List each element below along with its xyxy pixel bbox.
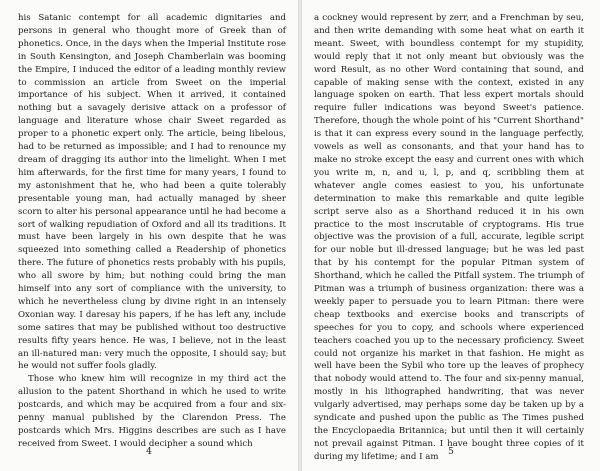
right-page-text (314, 12, 584, 464)
right-paragraph-1: a cockney would represent by zerr, and a Frenchman by seu, and then write demanding with some heat what on earth it meant. Sweet, with boundless contempt for my stupidity, would reply that it not only meant but obviously was the word Result, as no other Word containing that sound, and capable of making sense with the context, existed in any language spoken on earth. That less expert mortals should require fuller indications was beyond Sweet's patience. Therefore, though the whole point of his "Current Shorthand" is that it can express every sound in the language perfectly, vowels as well as consonants, and that your hand has to make no stroke except the easy and current ones with which you write m, n, and u, l, p, and q, scribbling them at whatever angle comes easiest to you, his unfortunate determination to make this remarkable and quite legible script serve also as a Shorthand reduced it in his own practice to the most inscrutable of cryptograms. His true objective was the provision of a full, accurate, legible script for our noble but ill-dressed language; but he was led past that by his contempt for the popular Pitman system of Shorthand, which he called the Pitfall system. The triumph of Pitman was a triumph of business organization: there was a weekly paper to persuade you to learn Pitman: there were cheap textbooks and exercise books and transcripts of speeches for you to copy, and schools where experienced teachers coached you up to the necessary proficiency. Sweet could not organize his market in that fashion. He might as well have been the Sybil who tore up the leaves of prophecy that nobody would attend to. The four and six-penny manual, mostly in his lithographed handwriting, that was never vulgarly advertised, may perhaps some day be taken up by a syndicate and pushed upon the public as The Times pushed the Encyclopaedia Britannica; but until then it will certainly not prevail against Pitman. I have bought three copies of it during my lifetime; and I am (314, 13, 585, 462)
left-page (0, 0, 298, 471)
left-page-text (18, 12, 286, 451)
left-page-number: 4 (146, 447, 152, 457)
right-page-number: 5 (448, 447, 454, 457)
left-paragraph-1: his Satanic contempt for all academic dignitaries and persons in general who thought more of Greek than of phonetics. Once, in the days when the Imperial Institute rose in South Kensington, and Joseph Chamberlain was booming the Empire, I induced the editor of a leading monthly review to commission an article from Sweet on the imperial importance of his subject. When it arrived, it contained nothing but a savagely derisive attack on a professor of language and literature whose chair Sweet regarded as proper to a phonetic expert only. The article, being libelous, had to be returned as impossible; and I had to renounce my dream of dragging its author into the limelight. When I met him afterwards, for the first time for many years, I found to my astonishment that he, who had been a quite tolerably presentable young man, had actually managed by sheer scorn to alter his personal appearance until he had become a sort of walking repudiation of Oxford and all its traditions. It must have been largely in his own despite that he was squeezed into something called a Readership of phonetics there. The future of phonetics rests probably with his pupils, who all swore by him; but nothing could bring the man himself into any sort of compliance with the university, to which he nevertheless clung by divine right in an intensely Oxonian way. I daresay his papers, if he has left any, include some satires that may be published without too destructive results fifty years hence. He was, I believe, not in the least an ill-natured man: very much the opposite, I should say; but he would not suffer fools gladly. (18, 13, 286, 372)
left-paragraph-2: Those who knew him will recognize in my third act the allusion to the patent Shorthand in which he used to write postcards, and which may be acquired from a four and six-penny manual published by the Clarendon Press. The postcards which Mrs. Higgins describes are such as I have received from Sweet. I would decipher a sound which (18, 374, 286, 449)
right-page (302, 0, 600, 471)
